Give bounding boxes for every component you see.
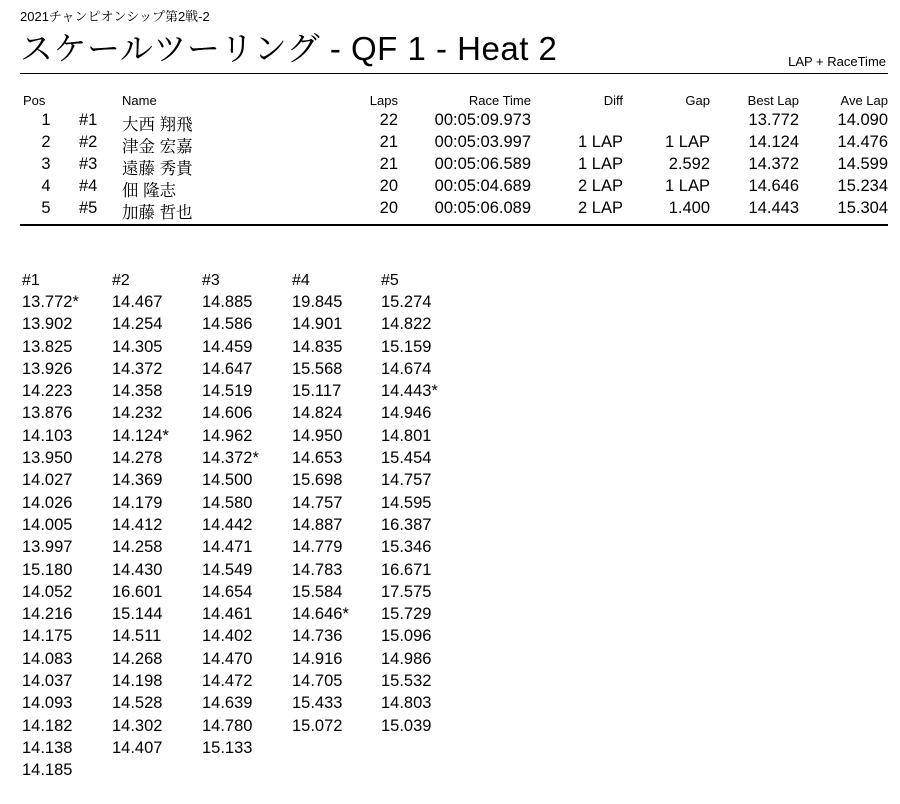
row-pos: 5 bbox=[41, 199, 51, 217]
lap-time-value: 14.783 bbox=[292, 560, 343, 579]
lap-time-value: 13.950 bbox=[22, 449, 73, 468]
lap-time-value: 14.586 bbox=[202, 315, 253, 334]
row-car-number: #1 bbox=[79, 111, 98, 129]
lap-time-value: 14.461 bbox=[202, 605, 253, 624]
row-diff: 2 LAP bbox=[578, 177, 623, 195]
result-row bbox=[0, 177, 900, 199]
lap-time-value: 14.278 bbox=[112, 449, 163, 468]
lap-time-value: 14.412 bbox=[112, 515, 163, 534]
lap-time-value: 14.443* bbox=[381, 382, 438, 401]
row-pos: 1 bbox=[41, 111, 51, 129]
row-best-lap: 14.443 bbox=[748, 199, 799, 217]
row-race-time: 00:05:06.589 bbox=[434, 155, 531, 173]
row-pos: 2 bbox=[41, 133, 51, 151]
lap-time-value: 15.433 bbox=[292, 694, 343, 713]
lap-time-value: 14.268 bbox=[112, 649, 163, 668]
lap-time-value: 14.471 bbox=[202, 538, 253, 557]
lap-time-value: 14.402 bbox=[202, 627, 253, 646]
col-diff: Diff bbox=[603, 93, 623, 108]
row-pos: 3 bbox=[41, 155, 51, 173]
lap-time-value: 15.568 bbox=[292, 359, 343, 378]
row-driver-name: 津金 宏嘉 bbox=[122, 138, 193, 156]
lap-time-value: 14.757 bbox=[292, 493, 343, 512]
row-driver-name: 佃 隆志 bbox=[122, 182, 177, 200]
row-laps: 21 bbox=[379, 133, 398, 151]
lap-time-value: 14.705 bbox=[292, 672, 343, 691]
lap-time-value: 14.216 bbox=[22, 605, 73, 624]
lap-time-value: 14.654 bbox=[202, 582, 253, 601]
lap-time-value: 19.845 bbox=[292, 293, 343, 311]
lap-time-value: 14.467 bbox=[112, 293, 163, 311]
lap-time-value: 14.757 bbox=[381, 471, 432, 490]
lap-time-value: 14.606 bbox=[202, 404, 253, 423]
report-type-label: LAP + RaceTime bbox=[788, 54, 886, 69]
col-ave-lap: Ave Lap bbox=[840, 93, 888, 108]
lap-time-value: 14.138 bbox=[22, 738, 73, 757]
lap-time-value: 14.358 bbox=[112, 382, 163, 401]
lap-time-value: 15.454 bbox=[381, 449, 432, 468]
row-laps: 22 bbox=[379, 111, 398, 129]
row-race-time: 00:05:06.089 bbox=[434, 199, 531, 217]
lap-time-value: 15.039 bbox=[381, 716, 432, 735]
row-best-lap: 14.646 bbox=[748, 177, 799, 195]
lap-time-value: 14.026 bbox=[22, 493, 73, 512]
lap-time-value: 14.103 bbox=[22, 426, 73, 445]
row-diff: 1 LAP bbox=[578, 155, 623, 173]
lap-time-value: 15.096 bbox=[381, 627, 432, 646]
lap-time-value: 14.442 bbox=[202, 515, 253, 534]
lap-time-value: 15.144 bbox=[112, 605, 163, 624]
col-laps: Laps bbox=[369, 93, 398, 108]
lap-time-value: 14.901 bbox=[292, 315, 343, 334]
lap-time-value: 15.117 bbox=[292, 382, 342, 401]
lap-time-value: 14.519 bbox=[202, 382, 253, 401]
lap-time-value: 14.052 bbox=[22, 582, 73, 601]
row-race-time: 00:05:03.997 bbox=[434, 133, 531, 151]
section-divider bbox=[20, 224, 888, 226]
lap-time-value: 14.646* bbox=[292, 605, 349, 624]
lap-time-value: 14.093 bbox=[22, 694, 73, 713]
lap-time-value: 14.037 bbox=[22, 672, 73, 691]
lap-time-value: 14.986 bbox=[381, 649, 432, 668]
lap-time-value: 14.580 bbox=[202, 493, 253, 512]
lap-time-value: 14.175 bbox=[22, 627, 73, 646]
col-best-lap: Best Lap bbox=[747, 93, 799, 108]
lap-time-value: 14.305 bbox=[112, 337, 163, 356]
lap-time-value: 14.674 bbox=[381, 359, 432, 378]
row-driver-name: 遠藤 秀貴 bbox=[122, 160, 193, 178]
lap-time-value: 14.736 bbox=[292, 627, 343, 646]
lap-time-value: 14.027 bbox=[22, 471, 73, 490]
lap-time-value: 14.653 bbox=[292, 449, 343, 468]
row-ave-lap: 14.476 bbox=[837, 133, 888, 151]
lap-time-value: 14.528 bbox=[112, 694, 163, 713]
lap-time-value: 14.470 bbox=[202, 649, 253, 668]
results-header bbox=[0, 93, 900, 109]
lap-column-header: #3 bbox=[202, 272, 220, 289]
row-ave-lap: 15.304 bbox=[837, 199, 888, 217]
row-ave-lap: 14.090 bbox=[837, 111, 888, 129]
lap-time-value: 13.997 bbox=[22, 538, 73, 557]
lap-time-value: 16.387 bbox=[381, 515, 432, 534]
lap-time-value: 13.825 bbox=[22, 337, 73, 356]
row-diff: 1 LAP bbox=[578, 133, 623, 151]
lap-time-value: 15.133 bbox=[202, 738, 253, 757]
lap-time-value: 14.185 bbox=[22, 761, 73, 780]
result-row bbox=[0, 199, 900, 221]
lap-time-value: 15.274 bbox=[381, 293, 432, 311]
lap-time-value: 14.083 bbox=[22, 649, 73, 668]
lap-column-header: #5 bbox=[381, 272, 399, 289]
lap-time-value: 15.729 bbox=[381, 605, 432, 624]
lap-time-value: 14.822 bbox=[381, 315, 432, 334]
lap-time-value: 14.639 bbox=[202, 694, 253, 713]
col-race-time: Race Time bbox=[468, 93, 531, 108]
row-ave-lap: 15.234 bbox=[837, 177, 888, 195]
row-gap: 2.592 bbox=[668, 155, 710, 173]
lap-time-value: 15.072 bbox=[292, 716, 343, 735]
lap-time-value: 14.835 bbox=[292, 337, 343, 356]
lap-time-value: 14.824 bbox=[292, 404, 343, 423]
race-title: スケールツーリング - QF 1 - Heat 2 bbox=[20, 30, 558, 67]
lap-time-value: 14.179 bbox=[112, 493, 163, 512]
lap-time-value: 14.962 bbox=[202, 426, 253, 445]
row-gap: 1 LAP bbox=[665, 177, 710, 195]
lap-time-value: 14.801 bbox=[381, 426, 432, 445]
row-laps: 20 bbox=[379, 177, 398, 195]
lap-time-value: 16.601 bbox=[112, 582, 163, 601]
lap-time-value: 14.500 bbox=[202, 471, 253, 490]
row-best-lap: 14.124 bbox=[748, 133, 799, 151]
row-gap: 1.400 bbox=[668, 199, 710, 217]
lap-time-value: 13.876 bbox=[22, 404, 73, 423]
lap-time-value: 14.946 bbox=[381, 404, 432, 423]
lap-time-value: 14.885 bbox=[202, 293, 253, 311]
col-gap: Gap bbox=[685, 93, 710, 108]
lap-time-value: 14.950 bbox=[292, 426, 343, 445]
lap-time-value: 14.472 bbox=[202, 672, 253, 691]
row-best-lap: 13.772 bbox=[748, 111, 799, 129]
event-subtitle: 2021チャンピオンシップ第2戦-2 bbox=[20, 9, 210, 24]
row-diff: 2 LAP bbox=[578, 199, 623, 217]
result-row bbox=[0, 111, 900, 133]
row-laps: 20 bbox=[379, 199, 398, 217]
row-driver-name: 加藤 哲也 bbox=[122, 204, 193, 222]
col-name: Name bbox=[122, 93, 157, 108]
row-race-time: 00:05:04.689 bbox=[434, 177, 531, 195]
lap-time-value: 14.647 bbox=[202, 359, 253, 378]
lap-time-value: 13.926 bbox=[22, 359, 73, 378]
lap-time-value: 14.916 bbox=[292, 649, 343, 668]
lap-time-value: 14.372* bbox=[202, 449, 259, 468]
lap-time-value: 14.198 bbox=[112, 672, 163, 691]
lap-time-value: 16.671 bbox=[381, 560, 432, 579]
lap-time-value: 15.584 bbox=[292, 582, 343, 601]
lap-column bbox=[381, 271, 471, 737]
lap-time-value: 14.549 bbox=[202, 560, 253, 579]
lap-column bbox=[22, 271, 112, 782]
row-best-lap: 14.372 bbox=[748, 155, 799, 173]
lap-column bbox=[112, 271, 202, 759]
lap-column-header: #2 bbox=[112, 272, 130, 289]
lap-time-value: 14.407 bbox=[112, 738, 163, 757]
row-race-time: 00:05:09.973 bbox=[434, 111, 531, 129]
lap-time-value: 15.346 bbox=[381, 538, 432, 557]
lap-time-value: 14.595 bbox=[381, 493, 432, 512]
result-row bbox=[0, 133, 900, 155]
lap-time-value: 14.803 bbox=[381, 694, 432, 713]
header-divider bbox=[20, 73, 888, 74]
lap-time-value: 14.430 bbox=[112, 560, 163, 579]
lap-time-value: 14.124* bbox=[112, 426, 169, 445]
lap-time-value: 14.232 bbox=[112, 404, 163, 423]
lap-time-value: 17.575 bbox=[381, 582, 432, 601]
lap-time-value: 14.005 bbox=[22, 515, 73, 534]
lap-time-value: 14.254 bbox=[112, 315, 163, 334]
lap-time-value: 14.511 bbox=[112, 627, 162, 646]
lap-time-value: 14.779 bbox=[292, 538, 343, 557]
lap-time-value: 13.772* bbox=[22, 293, 79, 311]
row-car-number: #3 bbox=[79, 155, 98, 173]
lap-column bbox=[292, 271, 382, 737]
lap-time-value: 14.372 bbox=[112, 359, 163, 378]
lap-time-value: 14.459 bbox=[202, 337, 253, 356]
row-laps: 21 bbox=[379, 155, 398, 173]
lap-column-header: #4 bbox=[292, 272, 310, 289]
result-row bbox=[0, 155, 900, 177]
lap-column bbox=[202, 271, 292, 759]
lap-time-value: 14.258 bbox=[112, 538, 163, 557]
row-car-number: #5 bbox=[79, 199, 98, 217]
lap-time-value: 14.369 bbox=[112, 471, 163, 490]
col-pos: Pos bbox=[23, 93, 46, 108]
lap-time-value: 15.698 bbox=[292, 471, 343, 490]
row-pos: 4 bbox=[41, 177, 51, 195]
lap-column-header: #1 bbox=[22, 272, 40, 289]
lap-time-value: 14.780 bbox=[202, 716, 253, 735]
lap-time-value: 14.223 bbox=[22, 382, 73, 401]
lap-time-value: 14.887 bbox=[292, 515, 343, 534]
lap-time-value: 15.159 bbox=[381, 337, 432, 356]
lap-time-value: 14.182 bbox=[22, 716, 73, 735]
lap-time-value: 14.302 bbox=[112, 716, 163, 735]
row-car-number: #2 bbox=[79, 133, 98, 151]
lap-time-value: 15.180 bbox=[22, 560, 73, 579]
row-car-number: #4 bbox=[79, 177, 98, 195]
lap-time-value: 15.532 bbox=[381, 672, 432, 691]
row-driver-name: 大西 翔飛 bbox=[122, 116, 193, 134]
row-gap: 1 LAP bbox=[665, 133, 710, 151]
row-ave-lap: 14.599 bbox=[837, 155, 888, 173]
lap-time-value: 13.902 bbox=[22, 315, 73, 334]
